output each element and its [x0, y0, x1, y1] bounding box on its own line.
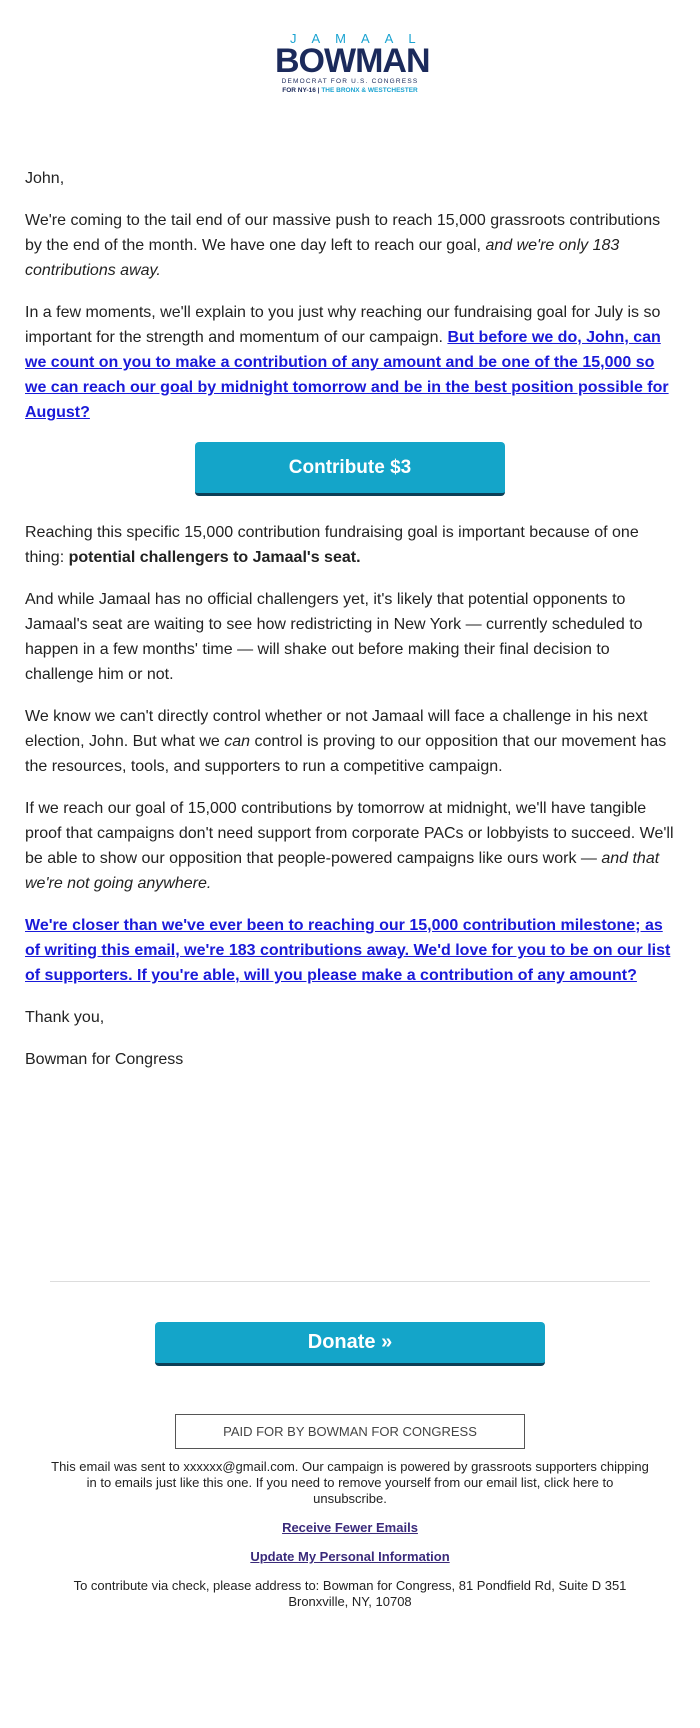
paragraph-5-text-a: We know we can't directly control whether or not Jamaal will face a challenge in his next election, John. But what we — [25, 708, 648, 750]
paragraph-7 — [25, 913, 675, 988]
email-body — [0, 166, 700, 1072]
logo-last-name: BOWMAN — [275, 42, 430, 80]
sent-notice: This email was sent to xxxxxx@gmail.com. Our campaign is powered by grassroots supporters chipping in to emails just like this one. If you need to remove yourself from our email list, click here to unsubscribe. — [51, 1459, 649, 1506]
greeting: John, — [25, 170, 65, 187]
signature: Bowman for Congress — [25, 1051, 184, 1068]
logo-divider: | — [317, 87, 320, 94]
paid-for-disclaimer: PAID FOR BY BOWMAN FOR CONGRESS — [175, 1414, 525, 1449]
logo-district: FOR NY-16 — [282, 87, 316, 94]
campaign-logo — [275, 31, 431, 104]
logo-area: THE BRONX & WESTCHESTER — [321, 87, 418, 94]
paragraph-6 — [25, 796, 675, 896]
paragraph-6-text: If we reach our goal of 15,000 contributions by tomorrow at midnight, we'll have tangible proof that campaigns don't need support from corporate PACs or lobbyists to succeed. We'll be able to show our opposition that people-powered campaigns like ours work — — [25, 800, 674, 867]
paragraph-1 — [25, 208, 675, 283]
paragraph-2-text: In a few moments, we'll explain to you just why reaching our fundraising goal for July is so important for the strength and momentum of our campaign. — [25, 304, 661, 346]
logo-district-line — [275, 86, 425, 95]
paragraph-4: And while Jamaal has no official challengers yet, it's likely that potential opponents to Jamaal's seat are waiting to see how redistricting in New York — currently scheduled to happen in a few months' time — will shake out before making their final decision to challenge him or not. — [25, 591, 643, 683]
paragraph-5-text-b: control is proving to our opposition that our movement has the resources, tools, and supporters to run a competitive campaign. — [25, 733, 667, 775]
paragraph-3-text: Reaching this specific 15,000 contribution fundraising goal is important because of one thing: — [25, 524, 639, 566]
paragraph-6-italic: and that we're not going anywhere. — [25, 850, 660, 892]
paragraph-1-italic: and we're only 183 contributions away. — [25, 237, 620, 279]
logo-tagline: DEMOCRAT FOR U.S. CONGRESS — [281, 78, 419, 85]
paragraph-3 — [25, 520, 675, 570]
paragraph-5-italic: can — [224, 733, 251, 750]
paragraph-5 — [25, 704, 675, 779]
signoff: Thank you, — [25, 1009, 105, 1026]
donate-button[interactable]: Donate » — [155, 1322, 545, 1366]
spacer — [0, 1089, 700, 1281]
paragraph-1-text: We're coming to the tail end of our massive push to reach 15,000 grassroots contributions by the end of the month. We have one day left to reach our goal, — [25, 212, 661, 254]
paragraph-3-bold: potential challengers to Jamaal's seat. — [68, 549, 361, 566]
email-container — [0, 32, 700, 1610]
contribute-button[interactable]: Contribute $3 — [195, 442, 505, 496]
logo-first-name: JAMAAL — [290, 31, 431, 46]
paragraph-2 — [25, 300, 675, 425]
milestone-ask-link[interactable]: We're closer than we've ever been to reaching our 15,000 contribution milestone; as of writing this email, we're 183 contributions away. We'd love for you to be on our list of supporters. If you're able, will you please make a contribution of any amount? — [25, 917, 671, 984]
update-personal-info-link[interactable]: Update My Personal Information — [250, 1549, 450, 1564]
contribute-row — [25, 442, 675, 496]
contribution-ask-link[interactable]: But before we do, John, can we count on you to make a contribution of any amount and be one of the 15,000 so we can reach our goal by midnight tomorrow and be in the best position possible for August? — [25, 329, 669, 421]
footer-divider — [50, 1281, 650, 1282]
receive-fewer-emails-link[interactable]: Receive Fewer Emails — [282, 1520, 418, 1535]
check-address: To contribute via check, please address to: Bowman for Congress, 81 Pondfield Rd, Suite D 351 Bronxville, NY, 10708 — [73, 1578, 627, 1609]
email-footer — [0, 1459, 700, 1610]
donate-row — [0, 1322, 700, 1366]
